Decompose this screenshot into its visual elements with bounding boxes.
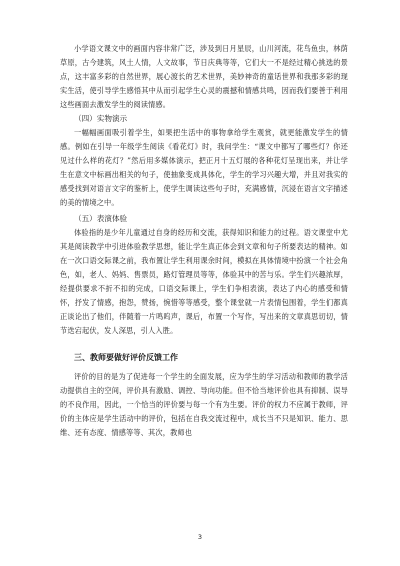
- page-body: [60, 42, 348, 440]
- paragraph-object-demo: 一幅幅画面吸引着学生，如果把生活中的事物拿给学生观赏，就更能激发学生的情感。例如在引导一年级学生阅读《看花灯》时，我问学生：“课文中都写了哪些灯？你还见过什么样的花灯？”然后用多媒体演示，把正月十五灯展的各种花灯呈现出来，并让学生在意文中标画出相关的句子，使抽象变成具体化，学生的学习兴趣大增，并且对我实的感受找到对语言文字的鉴析上，使学生调读这些句子时，充满感情，沉浸在语言文字描述的美的情境之中。: [60, 128, 348, 207]
- section-heading-evaluation: 三、教师要做好评价反馈工作: [74, 353, 178, 362]
- paragraph-scenery: 小学语文课文中的画面内容非常广泛，涉及到日月星辰，山川河流，花鸟鱼虫，林荫草原，古今建筑，风土人情，人文故事，节日庆典等等，它们大一不是经过精心挑选的景点，这丰富多彩的自然世界，展心渡长的艺术世界，美妙神奇的童话世界和我那多彩的现实生活，使引导学生感悟其中从而引起学生心灵的震撼和情感共鸣，因而我们要善于利用这些画面去激发学生的阅读情感。: [60, 44, 348, 109]
- subheading-role-play: （五）表演体验: [74, 214, 128, 223]
- subheading-object-demo: （四）实物演示: [74, 114, 128, 123]
- page-number: 3: [197, 533, 203, 541]
- paragraph-evaluation: 评价的目的是为了促进每一个学生的全面发展，应为学生的学习活动和教师的教学活动提供自主的空间，评价具有激励、调控、导向功能。但不恰当地评价也具有抑制、误导的不良作用，因此，一个恰当的评价要与每一个有为生要。评价的权力不应属于教师，评价的主体应是学生活动中的评价，包括在自我交流过程中，成长当不只是知识、能力、思维、还有态度、情感等等、其次，教师也: [60, 372, 348, 437]
- paragraph-role-play: 体验指的是少年儿童通过自身的经历和交流，获得知识和能力的过程。语文课堂中尤其是阅读教学中引进体验教学思想，能让学生真正体会到文章和句子所要表达的精神。如在一次口语交际课之前，我布置让学生利用课余时间，模拟在具体情境中扮演一个社会角色，如，老人、妈妈、售票员，路灯管理员等等，体验其中的苦与乐。学生们兴趣浓厚，经提供要求不折不扣的完成，口语交际课上，学生们争相表演，表达了内心的感受和情怀，抒发了情感，抱怨，赞扬，惋惜等等感受，整个课堂就一片表情包围着，学生们都真正谈论出了他们，伴随着一片鸣呜声，课后，布置一个写作，写出来的文章真思切切，情节迭宕起伏，发人深思，引人入胜。: [60, 228, 348, 335]
